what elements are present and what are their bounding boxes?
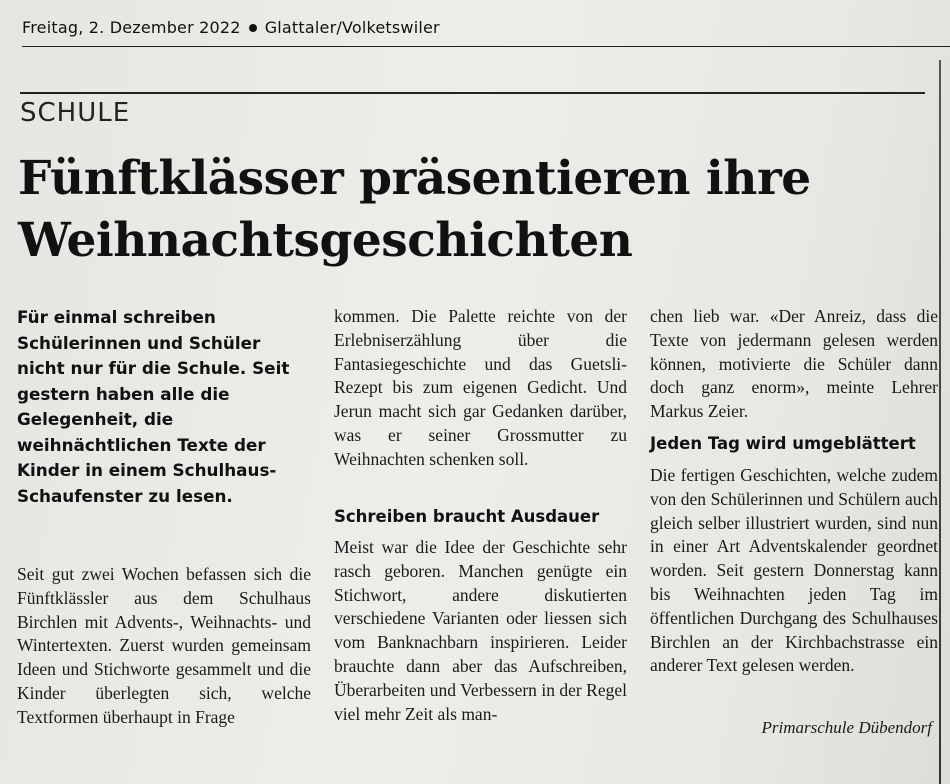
dateline <box>22 18 440 37</box>
section-label: SCHULE <box>20 98 131 128</box>
subheading-1: Schreiben braucht Ausdauer <box>334 507 600 526</box>
bullet-separator <box>249 24 257 32</box>
header-rule <box>22 46 950 47</box>
subheading-2: Jeden Tag wird umgeblättert <box>650 434 916 453</box>
page-edge-rule <box>939 60 941 784</box>
article-lead: Für einmal schreiben Schülerinnen und Schüler nicht nur für die Schule. Seit gestern haben alle die Gelegenheit, die weihnächtlichen Texte der Kinder in einem Schulhaus-Schaufenster zu lesen. <box>17 307 290 506</box>
body-paragraph-3: Meist war die Idee der Geschichte sehr rasch geboren. Manchen genügte ein Stichwort, andere diskutierten verschiedene Varianten oder liessen sich vom Banknachbarn inspirieren. Leider brauchte dann aber das Aufschreiben, Überarbeiten und Verbessern in der Regel viel mehr Zeit als man- <box>334 537 627 724</box>
body-paragraph-2: kommen. Die Palette reichte von der Erlebniserzählung über die Fantasiegeschichte und das Guetsli-Rezept bis zum eigenen Gedicht. Und Jerun macht sich gar Gedanken darüber, was er seiner Grossmutter zu Weihnachten schenken soll. <box>334 306 627 469</box>
body-paragraph-1: Seit gut zwei Wochen befassen sich die Fünftklässler aus dem Schulhaus Birchlen mit Advents-, Weihnachts- und Wintertexten. Zuerst wurden gemeinsam Ideen und Stichworte gesammelt und die Kinder überlegten sich, welche Textformen überhaupt in Frage <box>17 564 311 727</box>
body-paragraph-5: Die fertigen Geschichten, welche zudem von den Schülerinnen und Schülern auch gleich selber illustriert wurden, sind nun in einer Art Adventskalender geordnet worden. Seit gestern Donnerstag kann bis Weihnachten jeden Tag im öffentlichen Durchgang des Schulhauses Birchlen an der Kirchbachstrasse ein anderer Text gelesen werden. <box>650 465 938 676</box>
section-rule <box>20 92 925 94</box>
article-byline: Primarschule Dübendorf <box>761 718 932 737</box>
issue-date: Freitag, 2. Dezember 2022 <box>22 18 241 37</box>
edition-name: Glattaler/Volketswiler <box>264 18 440 37</box>
article-headline: Fünftklässer präsentieren ihre Weihnachtsgeschichten <box>18 151 811 268</box>
body-paragraph-4: chen lieb war. «Der Anreiz, dass die Texte von jedermann gelesen werden können, motivierte die Schüler dann doch ganz enorm», meinte Lehrer Markus Zeier. <box>650 306 938 422</box>
